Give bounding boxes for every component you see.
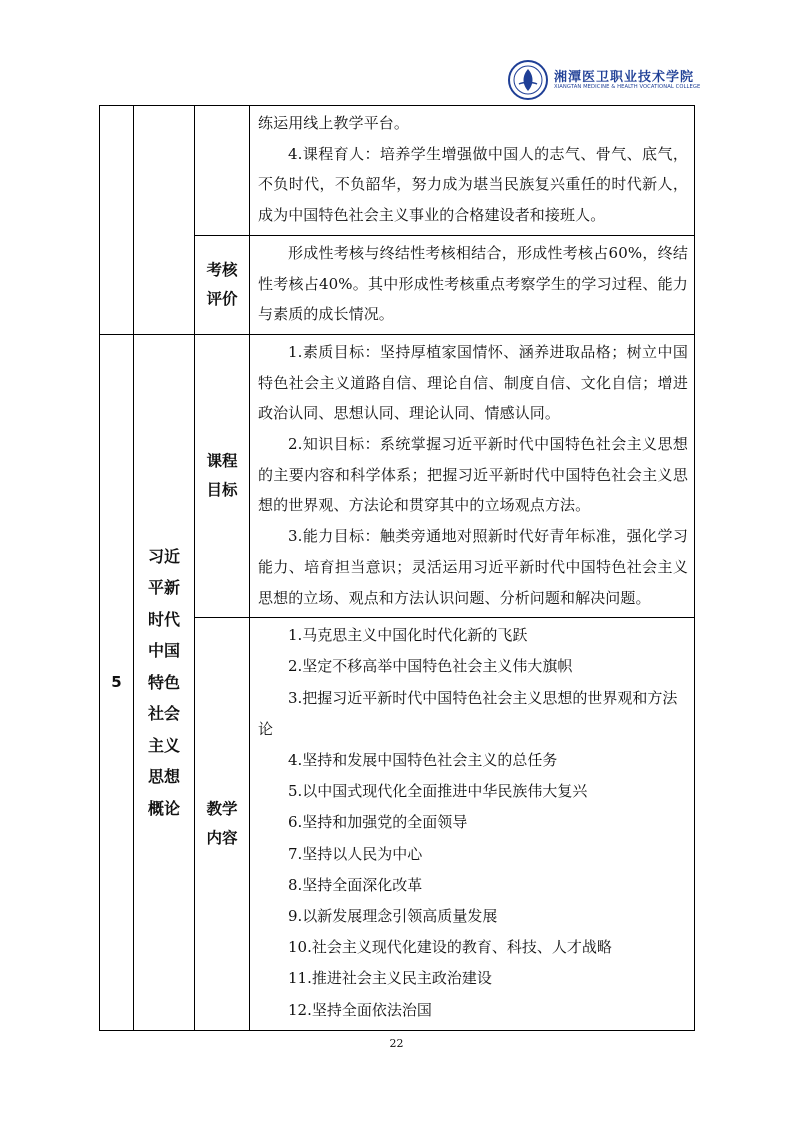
assessment-label: 考核评价 <box>206 260 238 308</box>
objective-item-1: 1.素质目标：坚持厚植家国情怀、涵养进取品格；树立中国特色社会主义道路自信、理论自信、制度自信、文化自信；增进政治认同、思想认同、理论认同、情感认同。 <box>258 342 688 423</box>
objectives-label-cell <box>195 334 250 617</box>
objective-item-3: 3.能力目标：触类旁通地对照新时代好青年标准，强化学习能力、培育担当意识；灵活运用习近平新时代中国特色社会主义思想的立场、观点和方法认识问题、分析问题和解决问题。 <box>258 527 688 607</box>
college-logo <box>508 60 708 102</box>
list-item: 3.把握习近平新时代中国特色社会主义思想的世界观和方法论 <box>258 688 678 738</box>
list-item: 4.坚持和发展中国特色社会主义的总任务 <box>288 751 558 770</box>
content-line: 练运用线上教学平台。 <box>258 114 410 132</box>
college-emblem-icon <box>508 60 548 100</box>
list-item: 2.坚定不移高举中国特色社会主义伟大旗帜 <box>288 657 573 676</box>
table-row-5-objectives <box>100 334 695 617</box>
sub-label-prev-content <box>195 106 250 236</box>
page-number: 22 <box>389 1037 404 1050</box>
curriculum-table <box>99 105 695 1031</box>
content-cell <box>250 618 695 1031</box>
college-name-en: XIANGTAN MEDICINE & HEALTH VOCATIONAL COLLEGE <box>554 84 701 90</box>
content-label-cell <box>195 618 250 1031</box>
assessment-label-cell <box>195 235 250 334</box>
list-item: 12.坚持全面依法治国 <box>288 1000 432 1019</box>
course-name-prev <box>134 106 195 335</box>
row-number-prev <box>100 106 134 335</box>
content-item-4: 4.课程育人：培养学生增强做中国人的志气、骨气、底气，不负时代，不负韶华，努力成为堪当民族复兴重任的时代新人，成为中国特色社会主义事业的合格建设者和接班人。 <box>258 144 688 225</box>
content-label: 教学内容 <box>206 800 238 848</box>
list-item: 5.以中国式现代化全面推进中华民族伟大复兴 <box>288 782 588 801</box>
list-item: 9.以新发展理念引领高质量发展 <box>288 907 498 926</box>
table-row-prev-content <box>100 106 695 236</box>
objectives-cell <box>250 334 695 617</box>
assessment-text: 形成性考核与终结性考核相结合，形成性考核占60%，终结性考核占40%。其中形成性考核重点考察学生的学习过程、能力与素质的成长情况。 <box>258 243 688 324</box>
objectives-label: 课程目标 <box>206 452 238 500</box>
content-cell-prev <box>250 106 695 236</box>
list-item: 10.社会主义现代化建设的教育、科技、人才战略 <box>288 938 612 957</box>
objective-item-2: 2.知识目标：系统掌握习近平新时代中国特色社会主义思想的主要内容和科学体系；把握习近平新时代中国特色社会主义思想的世界观、方法论和贯穿其中的立场观点方法。 <box>258 435 688 515</box>
assessment-cell <box>250 235 695 334</box>
list-item: 11.推进社会主义民主政治建设 <box>288 969 492 988</box>
list-item: 1.马克思主义中国化时代化新的飞跃 <box>288 626 528 645</box>
row-number: 5 <box>100 334 134 1030</box>
course-name: 习近平新时代中国特色社会主义思想概论 <box>148 546 181 818</box>
list-item: 8.坚持全面深化改革 <box>288 875 423 894</box>
list-item: 7.坚持以人民为中心 <box>288 844 423 863</box>
list-item: 6.坚持和加强党的全面领导 <box>288 813 468 832</box>
course-name-cell <box>134 334 195 1030</box>
college-name-cn: 湘潭医卫职业技术学院 <box>554 70 695 85</box>
